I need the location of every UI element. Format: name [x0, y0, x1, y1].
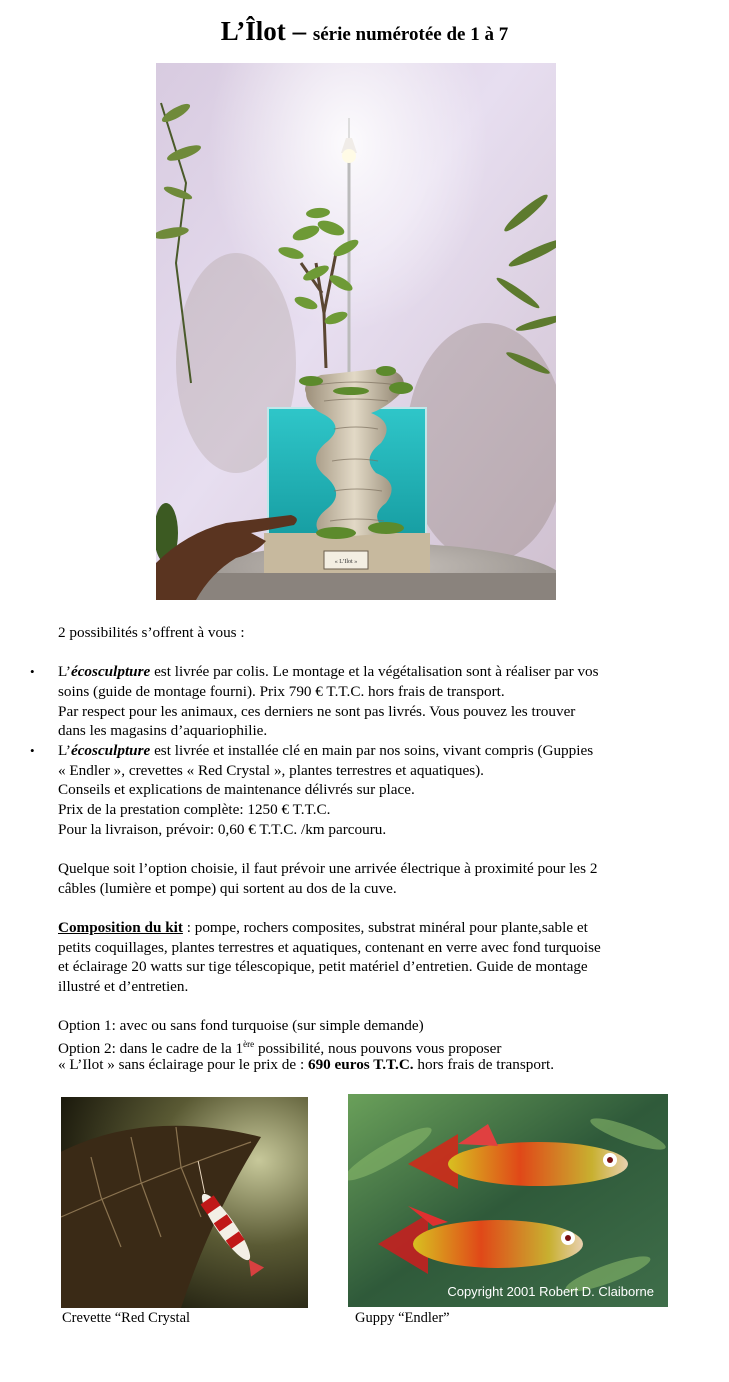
intro-text: 2 possibilités s’offrent à vous : [58, 624, 245, 641]
shrimp-photo [61, 1097, 308, 1308]
kit-line4: illustré et d’entretien. [58, 978, 189, 995]
kit-line3: et éclairage 20 watts sur tige télescopique, petit matériel d’entretien. Guide de montage [58, 958, 588, 975]
option-a-line2: soins (guide de montage fourni). Prix 790 € T.T.C. hors frais de transport. [58, 683, 505, 700]
guppy-illustration [348, 1094, 668, 1307]
option-no-light-text [58, 1055, 672, 1075]
option-b-line2: « Endler », crevettes « Red Crystal », plantes terrestres et aquatiques). [58, 762, 484, 779]
guppy-caption: Guppy “Endler” [355, 1310, 450, 1326]
title-main: L’Îlot [220, 16, 286, 46]
option-a-line4: dans les magasins d’aquariophilie. [58, 722, 268, 739]
option-2-part1: Option 2: dans le cadre de la 1 [58, 1040, 244, 1058]
kit-line1-text: : pompe, rochers composites, substrat minéral pour plante,sable et [182, 919, 588, 936]
kit-line1 [58, 918, 672, 938]
option-no-light-part1: « L’Ilot » sans éclairage pour le prix de : [58, 1056, 308, 1073]
option-b-line5: Pour la livraison, prévoir: 0,60 € T.T.C. /km parcouru. [58, 821, 387, 838]
option-a-line1-text: est livrée par colis. Le montage et la végétalisation sont à réaliser par vos [150, 663, 599, 680]
ecosculpture-illustration [156, 63, 556, 600]
option-b-line1-text: est livrée et installée clé en main par nos soins, vivant compris (Guppies [150, 742, 594, 759]
kit-line2: petits coquillages, plantes terrestres et aquatiques, contenant en verre avec fond turquoise [58, 939, 601, 956]
kit-label: Composition du kit [58, 919, 183, 936]
option-2-superscript: ère [243, 1039, 255, 1049]
plaque-label: « L’Ilot » [334, 559, 358, 565]
title-dash: – [285, 16, 313, 46]
power-note-line2: câbles (lumière et pompe) qui sortent au dos de la cuve. [58, 880, 397, 897]
option-b-line1 [58, 741, 672, 761]
option-a-line3: Par respect pour les animaux, ces derniers ne sont pas livrés. Vous pouvez les trouver [58, 703, 576, 720]
option-b-line3: Conseils et explications de maintenance délivrés sur place. [58, 781, 415, 798]
power-note-line1: Quelque soit l’option choisie, il faut prévoir une arrivée électrique à proximité pour les 2 [58, 860, 598, 877]
option-a-prefix: L’ [58, 663, 71, 680]
option-b-term: écosculpture [70, 742, 151, 759]
main-photo-ecosculpture [156, 63, 556, 600]
option-2-part2: possibilité, nous pouvons vous proposer [254, 1040, 502, 1058]
option-no-light-part2: hors frais de transport. [413, 1056, 555, 1073]
option-no-light-price: 690 euros T.T.C. [307, 1056, 414, 1073]
shrimp-caption: Crevette “Red Crystal [62, 1310, 191, 1326]
bullet-option-b: • [30, 743, 35, 758]
title-subtitle: série numérotée de 1 à 7 [312, 24, 509, 45]
bullet-option-a: • [30, 664, 35, 679]
option-1-text: Option 1: avec ou sans fond turquoise (sur simple demande) [58, 1017, 424, 1034]
page-title [0, 16, 729, 47]
option-a-term: écosculpture [70, 663, 151, 680]
option-b-prefix: L’ [58, 742, 71, 759]
option-a-line1 [58, 662, 672, 682]
guppy-copyright: Copyright 2001 Robert D. Claiborne [447, 1284, 654, 1299]
option-b-line4: Prix de la prestation complète: 1250 € T.T.C. [58, 801, 331, 818]
guppy-photo [348, 1094, 668, 1307]
shrimp-illustration [61, 1097, 308, 1308]
